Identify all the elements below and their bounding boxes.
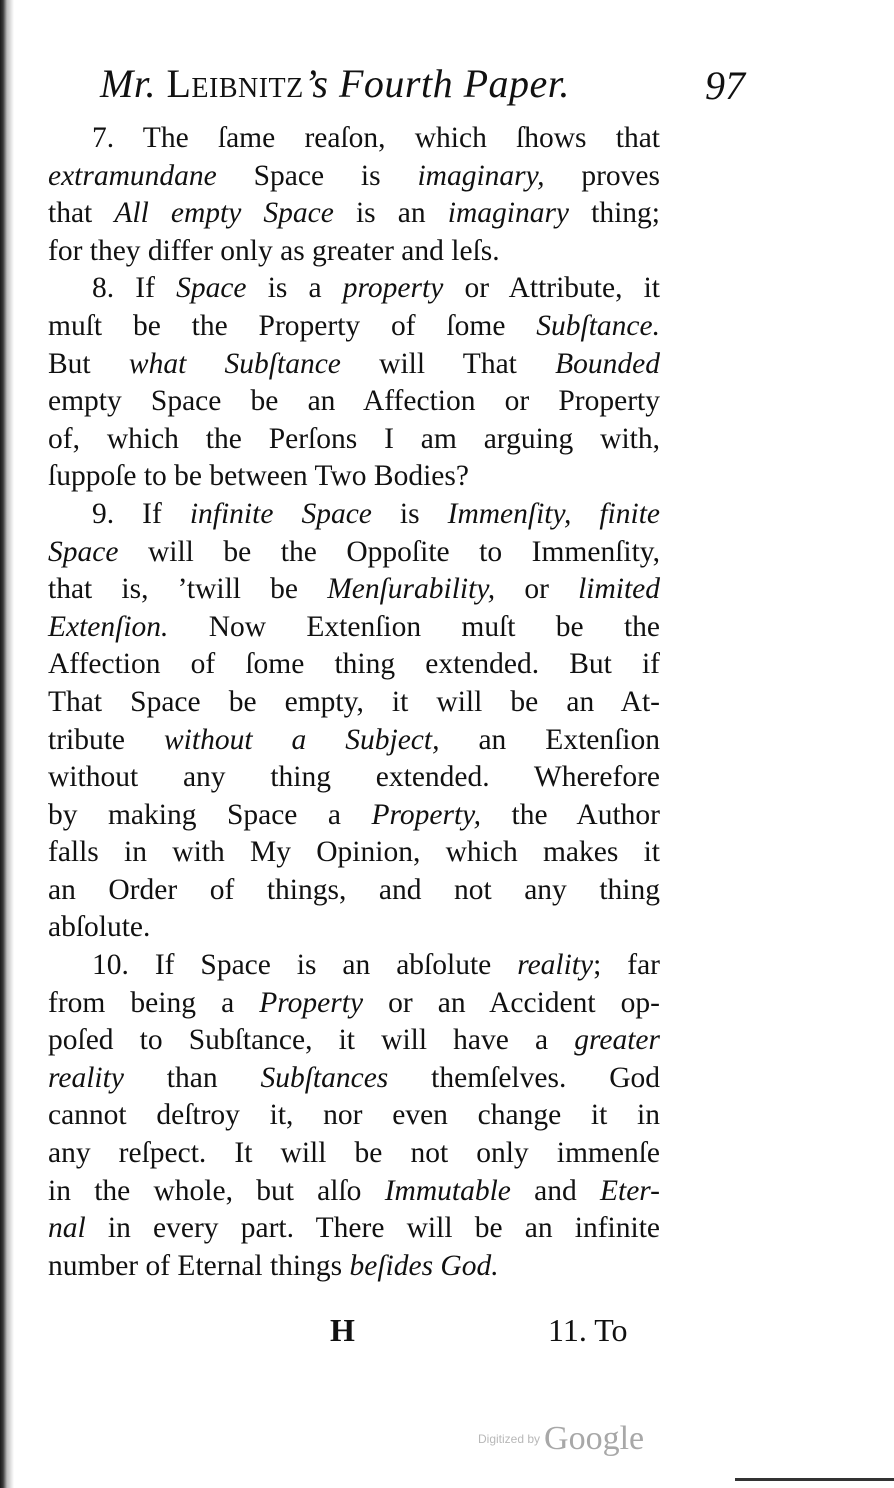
text-line [48, 985, 660, 1023]
text-line [48, 684, 660, 722]
running-head [100, 60, 720, 107]
text-run: than [123, 1061, 261, 1094]
text-line [48, 383, 660, 421]
italic-text: imaginary, [417, 159, 545, 192]
text-run: without any thing extended. Wherefore [48, 761, 660, 794]
text-line [48, 909, 660, 947]
italic-text: Immutable [384, 1174, 511, 1207]
text-run: is a [246, 272, 343, 305]
page-edge-rule [735, 1478, 894, 1481]
text-line [48, 797, 660, 835]
text-run: falls in with My Opinion, which makes it [48, 836, 660, 869]
text-run: will That [340, 347, 556, 380]
text-run: 10. If Space is an abſolute [92, 949, 518, 982]
text-line [48, 722, 660, 760]
text-run: thing; [569, 197, 660, 230]
italic-text: Space [176, 272, 247, 305]
text-run: muſt be the Property of ſome [48, 309, 537, 342]
text-run: in the whole, but alſo [48, 1174, 385, 1207]
text-line [48, 759, 660, 797]
text-run: from being a [48, 986, 260, 1019]
italic-text: Property, [371, 798, 482, 831]
text-line [48, 346, 660, 384]
text-run: abſolute. [48, 911, 151, 944]
italic-text: Subſtance. [536, 309, 660, 342]
text-line [48, 1248, 660, 1286]
italic-text: without a Subject, [164, 723, 440, 756]
text-run: tribute [48, 723, 164, 756]
text-run: ſuppoſe to be between Two Bodies? [48, 460, 469, 493]
text-run: by making Space a [48, 798, 372, 831]
text-run: the Author [481, 798, 660, 831]
text-run: That Space be empty, it will be an At- [48, 685, 660, 718]
text-line [48, 571, 660, 609]
text-run: of, which the Perſons I am arguing with, [48, 422, 660, 455]
text-run: ; far [593, 949, 660, 982]
text-run: or Attribute, it [443, 272, 660, 305]
text-run: in every part. There will be an infinite [85, 1212, 660, 1245]
italic-text: greater [574, 1024, 660, 1057]
text-line [48, 120, 660, 158]
text-run: 7. The ſame reaſon, which ſhows that [92, 122, 660, 154]
text-line [48, 609, 660, 647]
text-run: number of Eternal things [48, 1249, 350, 1282]
text-line [48, 834, 660, 872]
text-run: themſelves. God [388, 1061, 660, 1094]
italic-text: Menſurability, [327, 573, 496, 606]
digitized-watermark [478, 1420, 644, 1458]
italic-text: imaginary [447, 197, 570, 230]
text-line [48, 158, 660, 196]
text-run: But [48, 347, 129, 380]
page-number: 97 [705, 63, 745, 108]
text-line [48, 195, 660, 233]
text-line [48, 1097, 660, 1135]
text-run: for they differ only as greater and leſs. [48, 234, 500, 267]
text-run: is an [333, 197, 448, 230]
text-run: will be the Oppoſite to Immenſity, [118, 535, 660, 568]
text-run: proves [544, 159, 660, 192]
text-line [48, 496, 660, 534]
italic-text: reality [48, 1061, 124, 1094]
text-run: Now Extenſion muſt be the [168, 610, 660, 643]
text-run: 8. If [92, 272, 177, 305]
text-line [48, 1022, 660, 1060]
italic-text: infinite Space [189, 497, 372, 530]
text-line [48, 947, 660, 985]
google-logo: Google [544, 1420, 645, 1457]
text-line [48, 1173, 660, 1211]
title-rest: ’s Fourth Paper. [303, 61, 570, 106]
text-run: or [495, 573, 579, 606]
text-line [48, 1060, 660, 1098]
italic-text: Subſtances [260, 1061, 389, 1094]
italic-text: extramundane [48, 159, 217, 192]
catchword: 11. To [548, 1312, 628, 1348]
italic-text: Immenſity, finite [447, 497, 660, 530]
text-run: Affection of ſome thing extended. But if [48, 648, 660, 681]
signature-mark: H [330, 1312, 355, 1348]
italic-text: what Subſtance [128, 347, 341, 380]
text-line [48, 646, 660, 684]
body-text [48, 120, 660, 1285]
text-run: or an Accident op- [363, 986, 661, 1019]
author-prefix: Mr. [100, 61, 167, 106]
text-line [48, 1135, 660, 1173]
text-line [48, 534, 660, 572]
text-run: an Order of things, and not any thing [48, 873, 660, 906]
text-run: Space is [216, 159, 418, 192]
text-run: is [371, 497, 448, 530]
text-run: that [48, 197, 115, 230]
text-run: and [510, 1174, 600, 1207]
italic-text: property [342, 272, 444, 305]
italic-text: nal [48, 1212, 86, 1245]
italic-text: Space [48, 535, 119, 568]
text-line [48, 872, 660, 910]
text-line [48, 1210, 660, 1248]
text-run: any reſpect. It will be not only immenſe [48, 1137, 660, 1170]
italic-text: Extenſion. [48, 610, 169, 643]
text-line [48, 308, 660, 346]
text-line [48, 421, 660, 459]
italic-text: All empty Space [114, 197, 334, 230]
italic-text: Bounded [555, 347, 661, 380]
text-line [48, 458, 660, 496]
text-run: that is, ’twill be [48, 573, 328, 606]
book-spine-edge [0, 0, 14, 1488]
text-run: empty Space be an Affection or Property [48, 385, 660, 418]
italic-text: beſides God. [349, 1249, 499, 1282]
author-name: Leibnitz [166, 61, 304, 106]
italic-text: Eter- [599, 1174, 661, 1207]
italic-text: Property [259, 986, 364, 1019]
text-run: poſed to Subſtance, it will have a [48, 1024, 575, 1057]
text-run: 9. If [92, 497, 190, 530]
text-run: cannot deſtroy it, nor even change it in [48, 1099, 660, 1132]
watermark-prefix: Digitized by [478, 1432, 541, 1446]
text-line [48, 233, 660, 271]
text-line [48, 270, 660, 308]
text-run: an Extenſion [439, 723, 661, 756]
italic-text: limited [578, 573, 661, 606]
italic-text: reality [517, 949, 594, 982]
